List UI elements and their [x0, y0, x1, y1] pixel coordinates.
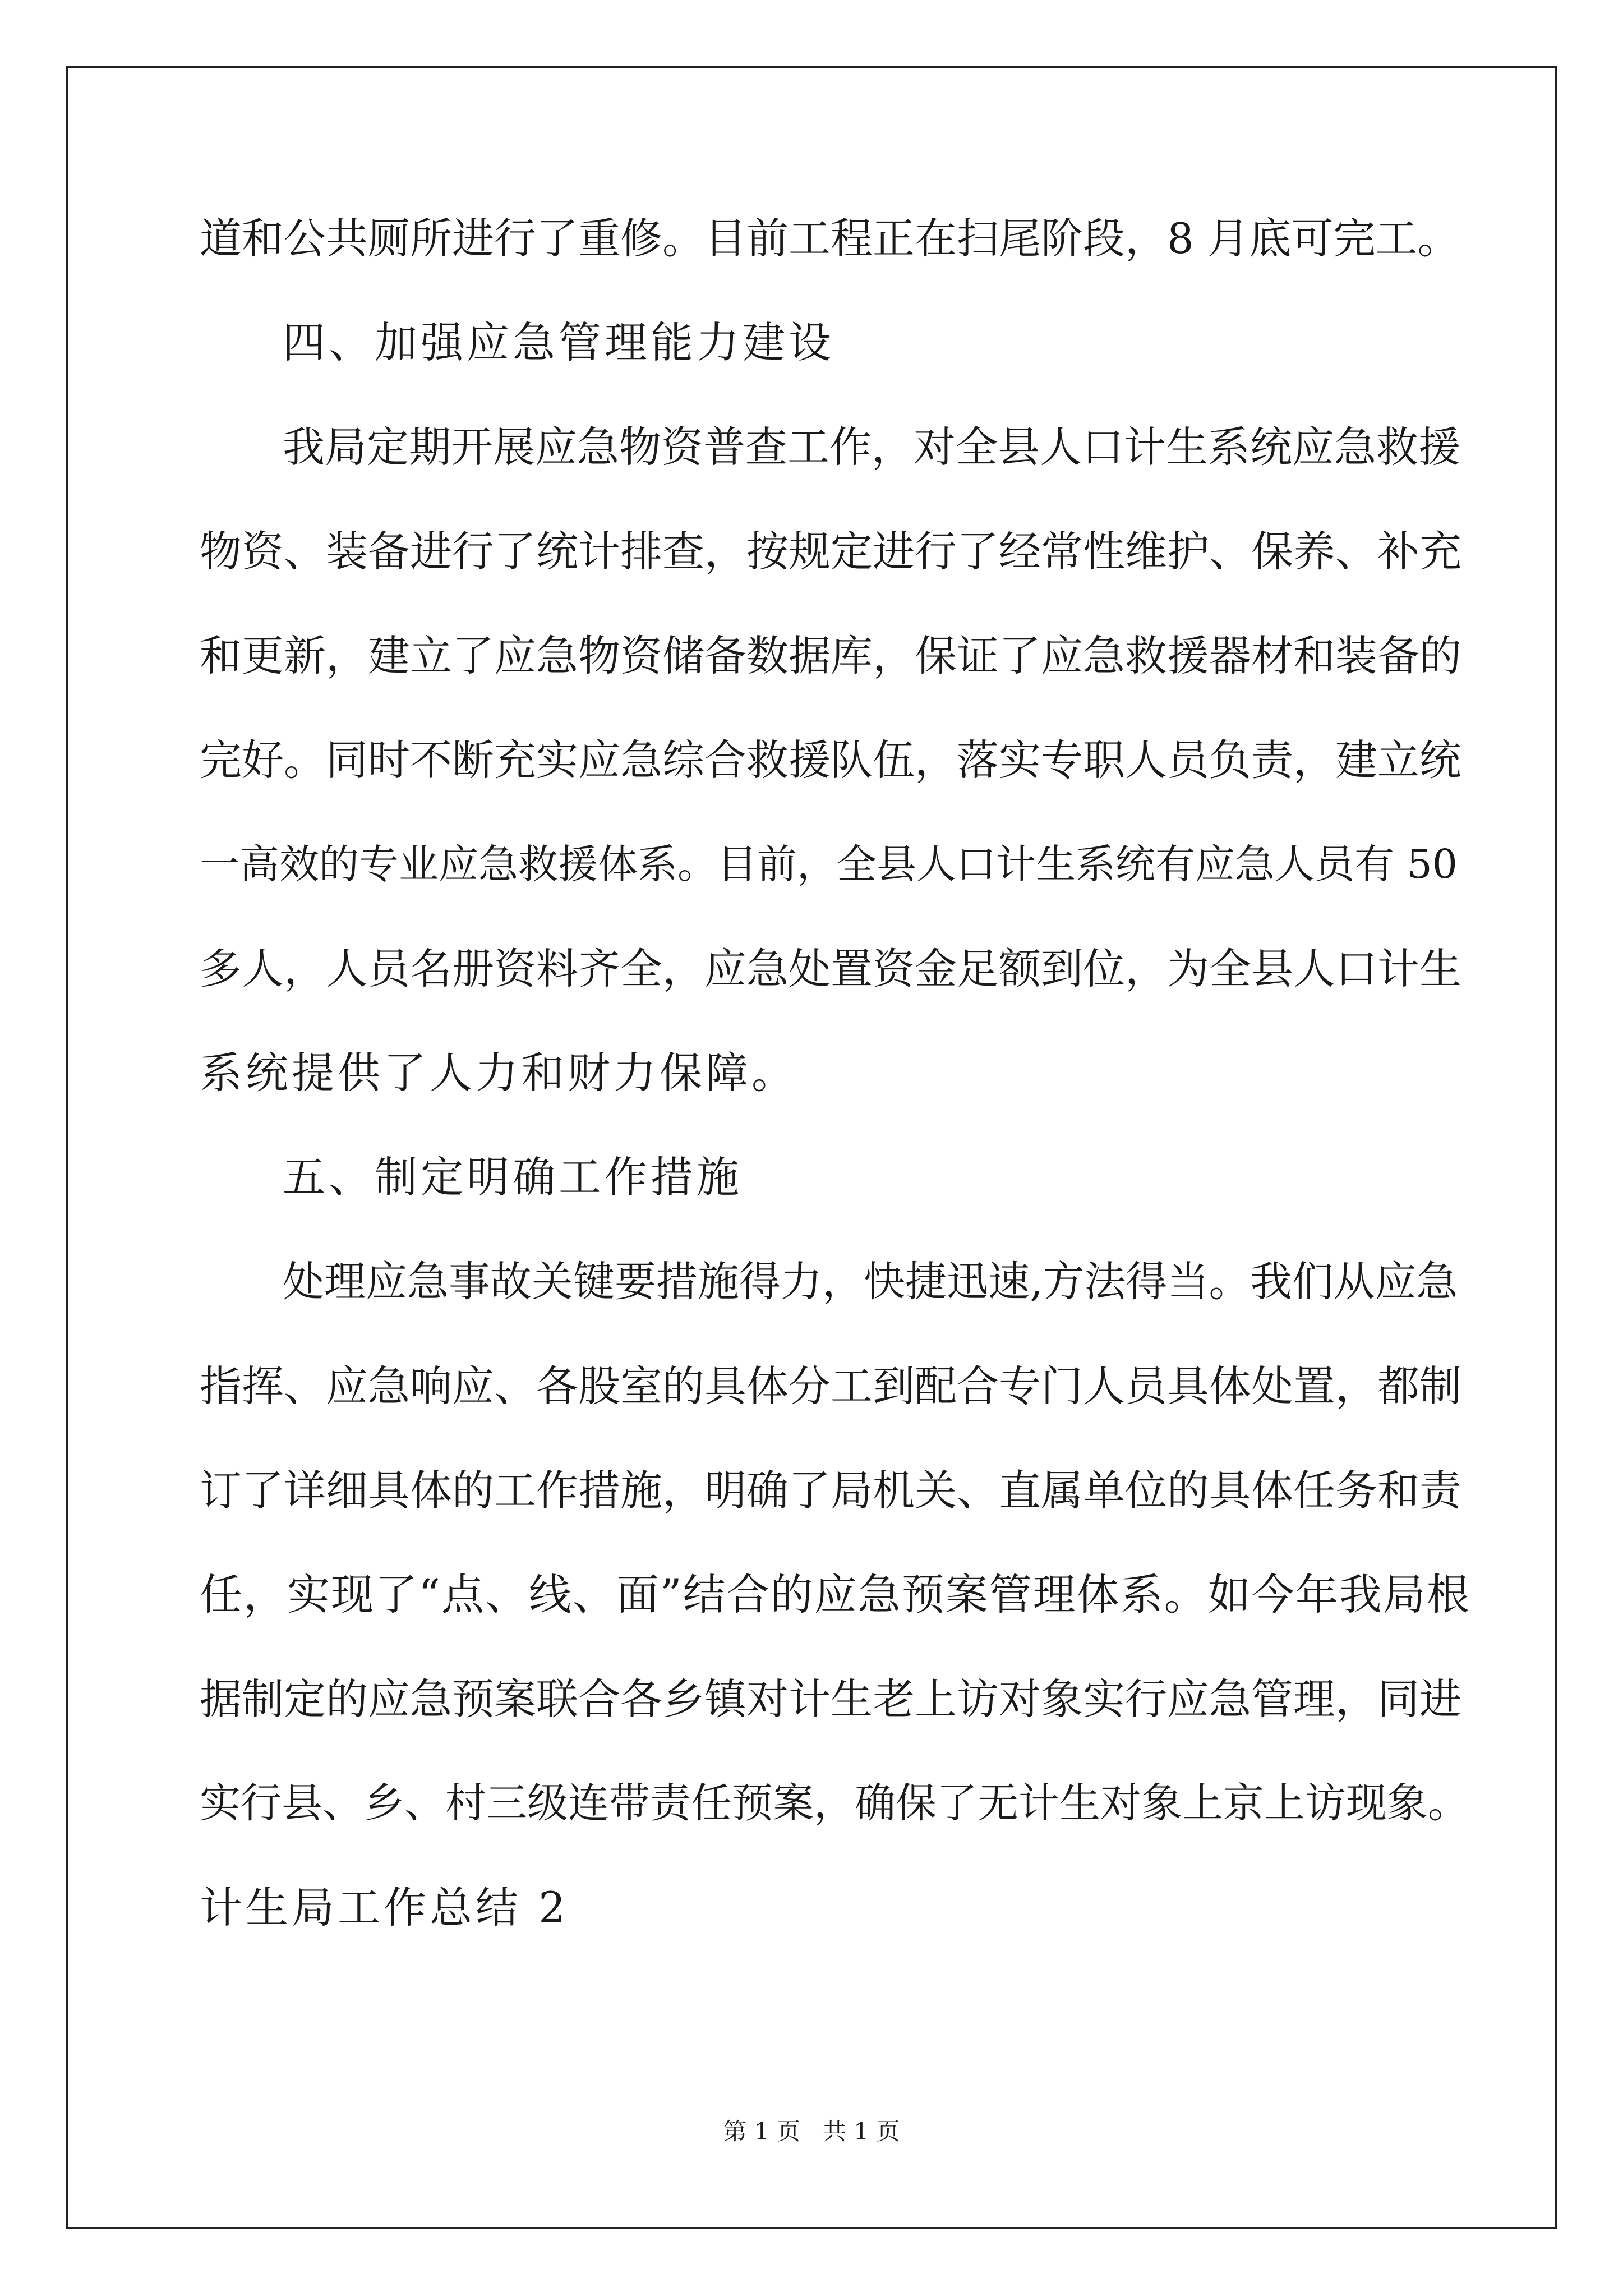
- paragraph-line: 实行县、乡、村三级连带责任预案，确保了无计生对象上京上访现象。: [200, 1779, 1469, 1827]
- paragraph-line: 道和公共厕所进行了重修。目前工程正在扫尾阶段，8 月底可完工。: [200, 214, 1460, 263]
- paragraph-line: 多人，人员名册资料齐全，应急处置资金足额到位，为全县人口计生: [200, 944, 1462, 993]
- paragraph-line: 系统提供了人力和财力保障。: [200, 1048, 797, 1098]
- paragraph-line: 一高效的专业应急救援体系。目前，全县人口计生系统有应急人员有 50: [200, 841, 1458, 887]
- section-heading-5: 五、制定明确工作措施: [283, 1152, 743, 1202]
- paragraph-line: 物资、装备进行了统计排查，按规定进行了经常性维护、保养、补充: [200, 527, 1462, 576]
- paragraph-line: 任，实现了“点、线、面”结合的应急预案管理体系。如今年我局根: [200, 1570, 1470, 1619]
- paragraph-line: 指挥、应急响应、各股室的具体分工到配合专门人员具体处置，都制: [200, 1361, 1462, 1411]
- paragraph-line: 和更新，建立了应急物资储备数据库，保证了应急救援器材和装备的: [200, 631, 1462, 680]
- document-subtitle: 计生局工作总结 2: [200, 1883, 569, 1932]
- paragraph-line: 完好。同时不断充实应急综合救援队伍，落实专职人员负责，建立统: [200, 735, 1462, 785]
- paragraph-line: 我局定期开展应急物资普查工作，对全县人口计生系统应急救援: [283, 422, 1461, 472]
- paragraph-line: 据制定的应急预案联合各乡镇对计生老上访对象实行应急管理，同进: [200, 1674, 1462, 1724]
- page-footer: 第 1 页 共 1 页: [723, 2118, 900, 2145]
- section-heading-4: 四、加强应急管理能力建设: [283, 318, 834, 367]
- paragraph-line: 处理应急事故关键要措施得力，快捷迅速,方法得当。我们从应急: [283, 1258, 1458, 1306]
- paragraph-line: 订了详细具体的工作措施，明确了局机关、直属单位的具体任务和责: [200, 1466, 1462, 1515]
